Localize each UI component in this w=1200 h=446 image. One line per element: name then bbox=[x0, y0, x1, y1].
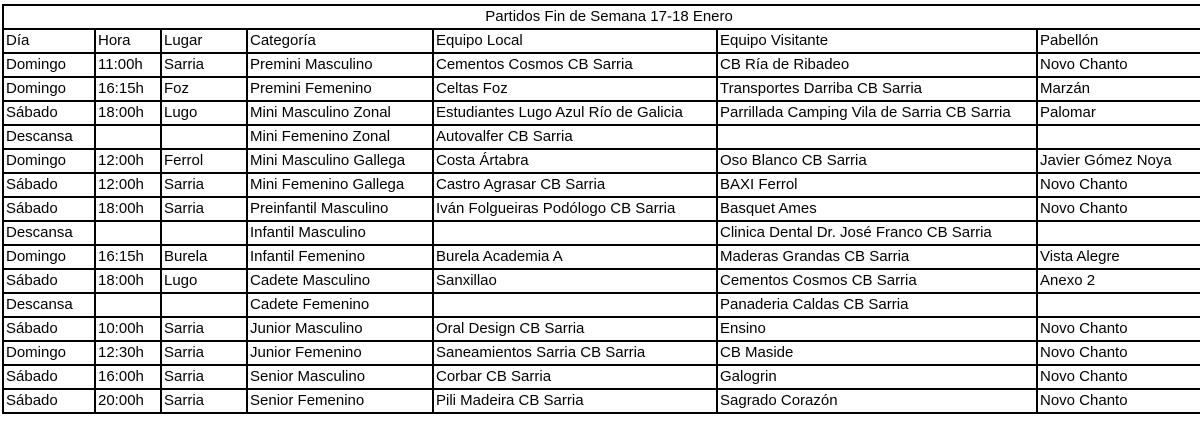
header-cell-equipo-visitante[interactable]: Equipo Visitante bbox=[717, 29, 1037, 53]
equipo-visitante-cell[interactable]: Basquet Ames bbox=[717, 197, 1037, 221]
equipo-visitante-cell[interactable]: Transportes Darriba CB Sarria bbox=[717, 77, 1037, 101]
dia-cell[interactable]: Sábado bbox=[3, 173, 95, 197]
table-row bbox=[3, 53, 1200, 77]
dia-cell[interactable]: Descansa bbox=[3, 221, 95, 245]
equipo-visitante-cell[interactable]: Cementos Cosmos CB Sarria bbox=[717, 269, 1037, 293]
hora-cell[interactable]: 16:00h bbox=[95, 365, 161, 389]
lugar-cell[interactable]: Lugo bbox=[161, 101, 247, 125]
equipo-local-cell[interactable]: Autovalfer CB Sarria bbox=[433, 125, 717, 149]
schedule-table bbox=[2, 4, 1200, 414]
categoria-cell[interactable]: Preinfantil Masculino bbox=[247, 197, 433, 221]
equipo-local-cell[interactable]: Oral Design CB Sarria bbox=[433, 317, 717, 341]
header-cell-equipo-local[interactable]: Equipo Local bbox=[433, 29, 717, 53]
pabellon-cell[interactable]: Novo Chanto bbox=[1037, 317, 1200, 341]
equipo-local-cell[interactable]: Pili Madeira CB Sarria bbox=[433, 389, 717, 413]
lugar-cell[interactable] bbox=[161, 293, 247, 317]
table-row bbox=[3, 341, 1200, 365]
title-row bbox=[3, 5, 1200, 29]
equipo-visitante-cell[interactable]: CB Maside bbox=[717, 341, 1037, 365]
table-row bbox=[3, 197, 1200, 221]
equipo-local-cell[interactable] bbox=[433, 293, 717, 317]
lugar-cell[interactable]: Sarria bbox=[161, 389, 247, 413]
header-cell-lugar[interactable]: Lugar bbox=[161, 29, 247, 53]
hora-cell[interactable]: 18:00h bbox=[95, 197, 161, 221]
categoria-cell[interactable]: Premini Femenino bbox=[247, 77, 433, 101]
table-row bbox=[3, 149, 1200, 173]
hora-cell[interactable]: 12:00h bbox=[95, 173, 161, 197]
pabellon-cell[interactable]: Novo Chanto bbox=[1037, 389, 1200, 413]
equipo-local-cell[interactable]: Celtas Foz bbox=[433, 77, 717, 101]
table-row bbox=[3, 125, 1200, 149]
dia-cell[interactable]: Sábado bbox=[3, 365, 95, 389]
equipo-visitante-cell[interactable]: Maderas Grandas CB Sarria bbox=[717, 245, 1037, 269]
table-row bbox=[3, 269, 1200, 293]
equipo-local-cell[interactable]: Iván Folgueiras Podólogo CB Sarria bbox=[433, 197, 717, 221]
dia-cell[interactable]: Sábado bbox=[3, 389, 95, 413]
hora-cell[interactable]: 20:00h bbox=[95, 389, 161, 413]
equipo-visitante-cell[interactable]: Sagrado Corazón bbox=[717, 389, 1037, 413]
lugar-cell[interactable]: Sarria bbox=[161, 53, 247, 77]
dia-cell[interactable]: Sábado bbox=[3, 197, 95, 221]
pabellon-cell[interactable]: Novo Chanto bbox=[1037, 197, 1200, 221]
dia-cell[interactable]: Domingo bbox=[3, 245, 95, 269]
categoria-cell[interactable]: Senior Masculino bbox=[247, 365, 433, 389]
equipo-local-cell[interactable]: Saneamientos Sarria CB Sarria bbox=[433, 341, 717, 365]
dia-cell[interactable]: Sábado bbox=[3, 317, 95, 341]
table-row bbox=[3, 77, 1200, 101]
hora-cell[interactable] bbox=[95, 221, 161, 245]
equipo-visitante-cell[interactable]: Clinica Dental Dr. José Franco CB Sarria bbox=[717, 221, 1037, 245]
categoria-cell[interactable]: Infantil Femenino bbox=[247, 245, 433, 269]
table-row bbox=[3, 221, 1200, 245]
equipo-local-cell[interactable]: Cementos Cosmos CB Sarria bbox=[433, 53, 717, 77]
dia-cell[interactable]: Descansa bbox=[3, 125, 95, 149]
equipo-local-cell[interactable]: Sanxillao bbox=[433, 269, 717, 293]
equipo-visitante-cell[interactable]: Panaderia Caldas CB Sarria bbox=[717, 293, 1037, 317]
lugar-cell[interactable]: Burela bbox=[161, 245, 247, 269]
equipo-visitante-cell[interactable]: CB Ría de Ribadeo bbox=[717, 53, 1037, 77]
categoria-cell[interactable]: Mini Masculino Gallega bbox=[247, 149, 433, 173]
pabellon-cell[interactable]: Novo Chanto bbox=[1037, 53, 1200, 77]
table-row bbox=[3, 365, 1200, 389]
pabellon-cell[interactable]: Javier Gómez Noya bbox=[1037, 149, 1200, 173]
categoria-cell[interactable]: Premini Masculino bbox=[247, 53, 433, 77]
lugar-cell[interactable]: Sarria bbox=[161, 173, 247, 197]
header-row bbox=[3, 29, 1200, 53]
pabellon-cell[interactable]: Novo Chanto bbox=[1037, 341, 1200, 365]
equipo-local-cell[interactable] bbox=[433, 221, 717, 245]
hora-cell[interactable]: 10:00h bbox=[95, 317, 161, 341]
pabellon-cell[interactable] bbox=[1037, 221, 1200, 245]
lugar-cell[interactable]: Sarria bbox=[161, 317, 247, 341]
hora-cell[interactable] bbox=[95, 293, 161, 317]
categoria-cell[interactable]: Junior Femenino bbox=[247, 341, 433, 365]
lugar-cell[interactable] bbox=[161, 125, 247, 149]
equipo-local-cell[interactable]: Estudiantes Lugo Azul Río de Galicia bbox=[433, 101, 717, 125]
dia-cell[interactable]: Domingo bbox=[3, 341, 95, 365]
categoria-cell[interactable]: Mini Femenino Zonal bbox=[247, 125, 433, 149]
pabellon-cell[interactable]: Marzán bbox=[1037, 77, 1200, 101]
table-row bbox=[3, 101, 1200, 125]
categoria-cell[interactable]: Infantil Masculino bbox=[247, 221, 433, 245]
lugar-cell[interactable]: Ferrol bbox=[161, 149, 247, 173]
table-row bbox=[3, 173, 1200, 197]
categoria-cell[interactable]: Senior Femenino bbox=[247, 389, 433, 413]
pabellon-cell[interactable]: Anexo 2 bbox=[1037, 269, 1200, 293]
dia-cell[interactable]: Domingo bbox=[3, 149, 95, 173]
equipo-visitante-cell[interactable]: Oso Blanco CB Sarria bbox=[717, 149, 1037, 173]
equipo-local-cell[interactable]: Corbar CB Sarria bbox=[433, 365, 717, 389]
hora-cell[interactable]: 18:00h bbox=[95, 101, 161, 125]
table-row bbox=[3, 245, 1200, 269]
categoria-cell[interactable]: Mini Masculino Zonal bbox=[247, 101, 433, 125]
hora-cell[interactable]: 18:00h bbox=[95, 269, 161, 293]
dia-cell[interactable]: Domingo bbox=[3, 77, 95, 101]
table-title[interactable]: Partidos Fin de Semana 17-18 Enero bbox=[3, 5, 1200, 29]
equipo-local-cell[interactable]: Castro Agrasar CB Sarria bbox=[433, 173, 717, 197]
equipo-local-cell[interactable]: Burela Academia A bbox=[433, 245, 717, 269]
equipo-local-cell[interactable]: Costa Ártabra bbox=[433, 149, 717, 173]
pabellon-cell[interactable]: Novo Chanto bbox=[1037, 173, 1200, 197]
hora-cell[interactable]: 12:00h bbox=[95, 149, 161, 173]
hora-cell[interactable]: 11:00h bbox=[95, 53, 161, 77]
table-row bbox=[3, 389, 1200, 413]
table-row bbox=[3, 317, 1200, 341]
dia-cell[interactable]: Sábado bbox=[3, 269, 95, 293]
pabellon-cell[interactable]: Novo Chanto bbox=[1037, 365, 1200, 389]
categoria-cell[interactable]: Cadete Masculino bbox=[247, 269, 433, 293]
pabellon-cell[interactable] bbox=[1037, 125, 1200, 149]
categoria-cell[interactable]: Cadete Femenino bbox=[247, 293, 433, 317]
header-cell-hora[interactable]: Hora bbox=[95, 29, 161, 53]
header-cell-dia[interactable]: Día bbox=[3, 29, 95, 53]
header-cell-categoria[interactable]: Categoría bbox=[247, 29, 433, 53]
header-cell-pabellon[interactable]: Pabellón bbox=[1037, 29, 1200, 53]
lugar-cell[interactable]: Foz bbox=[161, 77, 247, 101]
pabellon-cell[interactable]: Vista Alegre bbox=[1037, 245, 1200, 269]
dia-cell[interactable]: Sábado bbox=[3, 101, 95, 125]
categoria-cell[interactable]: Junior Masculino bbox=[247, 317, 433, 341]
equipo-visitante-cell[interactable]: BAXI Ferrol bbox=[717, 173, 1037, 197]
hora-cell[interactable] bbox=[95, 125, 161, 149]
categoria-cell[interactable]: Mini Femenino Gallega bbox=[247, 173, 433, 197]
lugar-cell[interactable]: Lugo bbox=[161, 269, 247, 293]
dia-cell[interactable]: Descansa bbox=[3, 293, 95, 317]
dia-cell[interactable]: Domingo bbox=[3, 53, 95, 77]
hora-cell[interactable]: 16:15h bbox=[95, 77, 161, 101]
pabellon-cell[interactable]: Palomar bbox=[1037, 101, 1200, 125]
hora-cell[interactable]: 12:30h bbox=[95, 341, 161, 365]
lugar-cell[interactable] bbox=[161, 221, 247, 245]
hora-cell[interactable]: 16:15h bbox=[95, 245, 161, 269]
equipo-visitante-cell[interactable] bbox=[717, 125, 1037, 149]
equipo-visitante-cell[interactable]: Galogrin bbox=[717, 365, 1037, 389]
lugar-cell[interactable]: Sarria bbox=[161, 365, 247, 389]
equipo-visitante-cell[interactable]: Ensino bbox=[717, 317, 1037, 341]
lugar-cell[interactable]: Sarria bbox=[161, 341, 247, 365]
table-row bbox=[3, 293, 1200, 317]
pabellon-cell[interactable] bbox=[1037, 293, 1200, 317]
lugar-cell[interactable]: Sarria bbox=[161, 197, 247, 221]
equipo-visitante-cell[interactable]: Parrillada Camping Vila de Sarria CB Sarria bbox=[717, 101, 1037, 125]
